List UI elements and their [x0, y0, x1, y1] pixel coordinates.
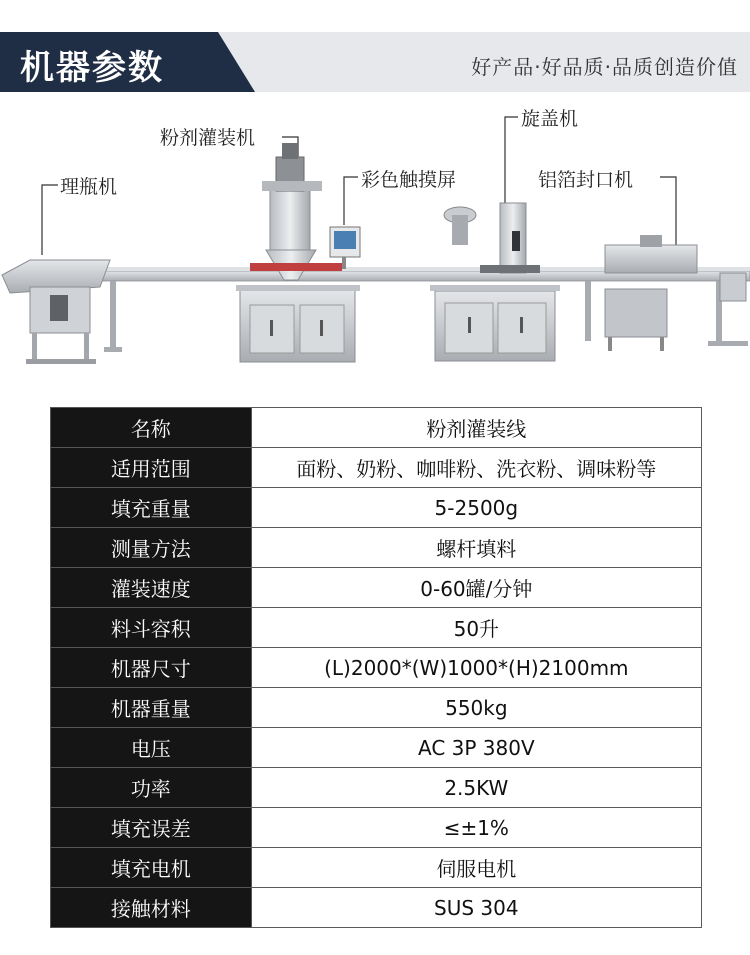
spec-key: 机器尺寸 [51, 648, 252, 688]
spec-value: 面粉、奶粉、咖啡粉、洗衣粉、调味粉等 [251, 448, 701, 488]
table-row [51, 728, 702, 768]
spec-key: 机器重量 [51, 688, 252, 728]
header-banner [0, 32, 750, 92]
table-row [51, 768, 702, 808]
spec-key: 功率 [51, 768, 252, 808]
label-bottle-sorter: 理瓶机 [60, 176, 118, 198]
label-capper: 旋盖机 [521, 108, 579, 130]
spec-key: 填充重量 [51, 488, 252, 528]
table-row [51, 488, 702, 528]
table-row [51, 848, 702, 888]
spec-key: 测量方法 [51, 528, 252, 568]
table-row [51, 648, 702, 688]
spec-key: 填充电机 [51, 848, 252, 888]
table-row [51, 448, 702, 488]
spec-value: 螺杆填料 [251, 528, 701, 568]
touch-screen [330, 227, 360, 269]
spec-value: ≤±1% [251, 808, 701, 848]
spec-key: 适用范围 [51, 448, 252, 488]
spec-key: 填充误差 [51, 808, 252, 848]
spec-value: 2.5KW [251, 768, 701, 808]
spec-value: 伺服电机 [251, 848, 701, 888]
spec-value: 50升 [251, 608, 701, 648]
page-title: 机器参数 [20, 48, 164, 88]
capper [430, 203, 560, 361]
spec-value: 5-2500g [251, 488, 701, 528]
spec-value: 0-60罐/分钟 [251, 568, 701, 608]
label-foil-sealer: 铝箔封口机 [538, 169, 634, 191]
spec-value: 粉剂灌装线 [251, 408, 701, 448]
table-row [51, 688, 702, 728]
table-row [51, 808, 702, 848]
spec-key: 料斗容积 [51, 608, 252, 648]
table-row [51, 408, 702, 448]
spec-key: 灌装速度 [51, 568, 252, 608]
production-line-drawing [0, 95, 750, 395]
spec-key: 名称 [51, 408, 252, 448]
foil-sealer [605, 235, 746, 351]
table-row [51, 888, 702, 928]
label-powder-filler: 粉剂灌装机 [160, 127, 256, 149]
spec-key: 电压 [51, 728, 252, 768]
machine-illustration [0, 95, 750, 395]
table-row [51, 568, 702, 608]
spec-table [50, 407, 702, 928]
label-touch-screen: 彩色触摸屏 [361, 169, 457, 191]
bottle-sorter [2, 260, 110, 364]
slogan: 好产品·好品质·品质创造价值 [471, 55, 738, 79]
table-row [51, 528, 702, 568]
spec-value: SUS 304 [251, 888, 701, 928]
spec-value: AC 3P 380V [251, 728, 701, 768]
table-row [51, 608, 702, 648]
spec-value: 550kg [251, 688, 701, 728]
spec-key: 接触材料 [51, 888, 252, 928]
spec-value: (L)2000*(W)1000*(H)2100mm [251, 648, 701, 688]
